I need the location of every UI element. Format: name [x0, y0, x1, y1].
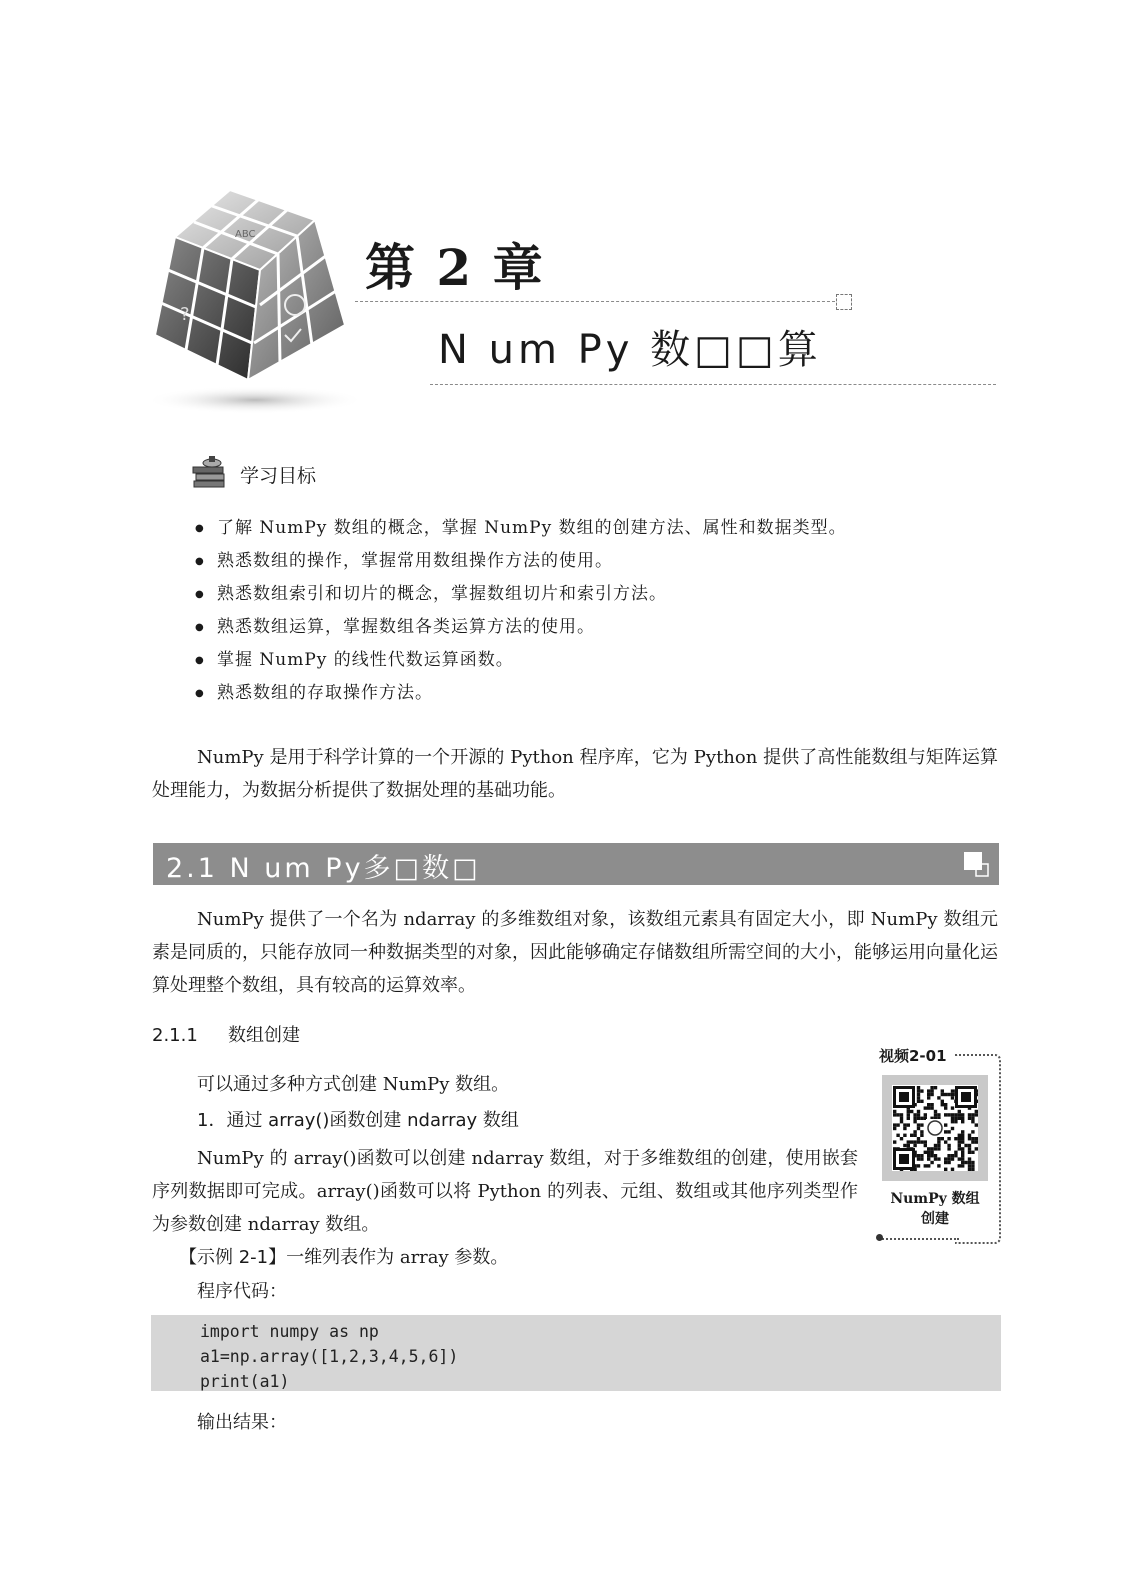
section-corner-icon [963, 851, 989, 877]
video-caption [879, 1189, 991, 1229]
video-label: 视频2-01 [879, 1047, 947, 1065]
section-paragraph: NumPy 提供了一个名为 ndarray 的多维数组对象，该数组元素具有固定大小，即 NumPy 数组元素是同质的，只能存放同一种数据类型的对象，因此能够确定存储数组所需空间的大小，能够运用向量化运算处理整个数组，具有较高的运算效率。 [152, 909, 998, 996]
list-item: ● 熟悉数组的操作，掌握常用数组操作方法的使用。 [195, 545, 847, 578]
qr-code-frame[interactable] [882, 1075, 988, 1181]
video-box-dot [876, 1234, 883, 1241]
array-paragraph: NumPy 的 array()函数可以创建 ndarray 数组，对于多维数组的创建，使用嵌套序列数据即可完成。array()函数可以将 Python 的列表、元组、数组或其他序列类型作为参数创建 ndarray 数组。 [152, 1148, 858, 1235]
books-icon [190, 455, 230, 493]
list-item: ● 掌握 NumPy 的线性代数运算函数。 [195, 644, 847, 677]
svg-text:?: ? [180, 304, 190, 325]
video-box [879, 1045, 999, 1240]
chapter-corner-mark [836, 294, 852, 310]
list-item: ● 熟悉数组的存取操作方法。 [195, 677, 847, 710]
code-label: 程序代码： [197, 1281, 287, 1302]
code-line: a1=np.array([1,2,3,4,5,6]) [200, 1347, 459, 1366]
step-title: 1．通过 array()函数创建 ndarray 数组 [197, 1110, 519, 1131]
list-item: ● 熟悉数组索引和切片的概念，掌握数组切片和索引方法。 [195, 578, 847, 611]
video-caption-line2: 创建 [921, 1211, 949, 1227]
subsection-intro: 可以通过多种方式创建 NumPy 数组。 [197, 1074, 510, 1095]
code-line: print(a1) [200, 1372, 290, 1391]
chapter-divider-top [355, 301, 835, 302]
example-tag: 【示例 2-1】 [179, 1247, 287, 1268]
chapter-title: N um Py 数□□算 [438, 327, 822, 373]
list-item: ● 了解 NumPy 数组的概念，掌握 NumPy 数组的创建方法、属性和数据类型。 [195, 512, 847, 545]
subsection-title: 数组创建 [228, 1025, 300, 1046]
svg-text:ABC: ABC [235, 229, 256, 240]
section-title: 2.1 N um Py多□数□ [166, 853, 481, 884]
subsection-number: 2.1.1 [152, 1025, 198, 1046]
section-header-bar [153, 843, 999, 885]
output-label: 输出结果： [197, 1412, 287, 1433]
video-caption-line1: NumPy 数组 [890, 1191, 980, 1207]
chapter-number: 第 2 章 [365, 238, 545, 297]
objectives-list [195, 512, 847, 710]
objectives-heading: 学习目标 [240, 465, 317, 487]
list-item: ● 熟悉数组运算，掌握数组各类运算方法的使用。 [195, 611, 847, 644]
subsection-heading [152, 1021, 300, 1047]
video-box-bottom-line [879, 1238, 959, 1240]
rubiks-cube-illustration [140, 175, 370, 415]
example-text: 一维列表作为 array 参数。 [286, 1247, 509, 1268]
intro-paragraph: NumPy 是用于科学计算的一个开源的 Python 程序库，它为 Python 提供了高性能数组与矩阵运算处理能力，为数据分析提供了数据处理的基础功能。 [152, 747, 998, 801]
qr-code[interactable] [882, 1075, 988, 1181]
code-block [151, 1315, 1001, 1391]
code-line: import numpy as np [200, 1322, 379, 1341]
example-line [179, 1241, 508, 1274]
chapter-divider-bottom [430, 384, 996, 385]
